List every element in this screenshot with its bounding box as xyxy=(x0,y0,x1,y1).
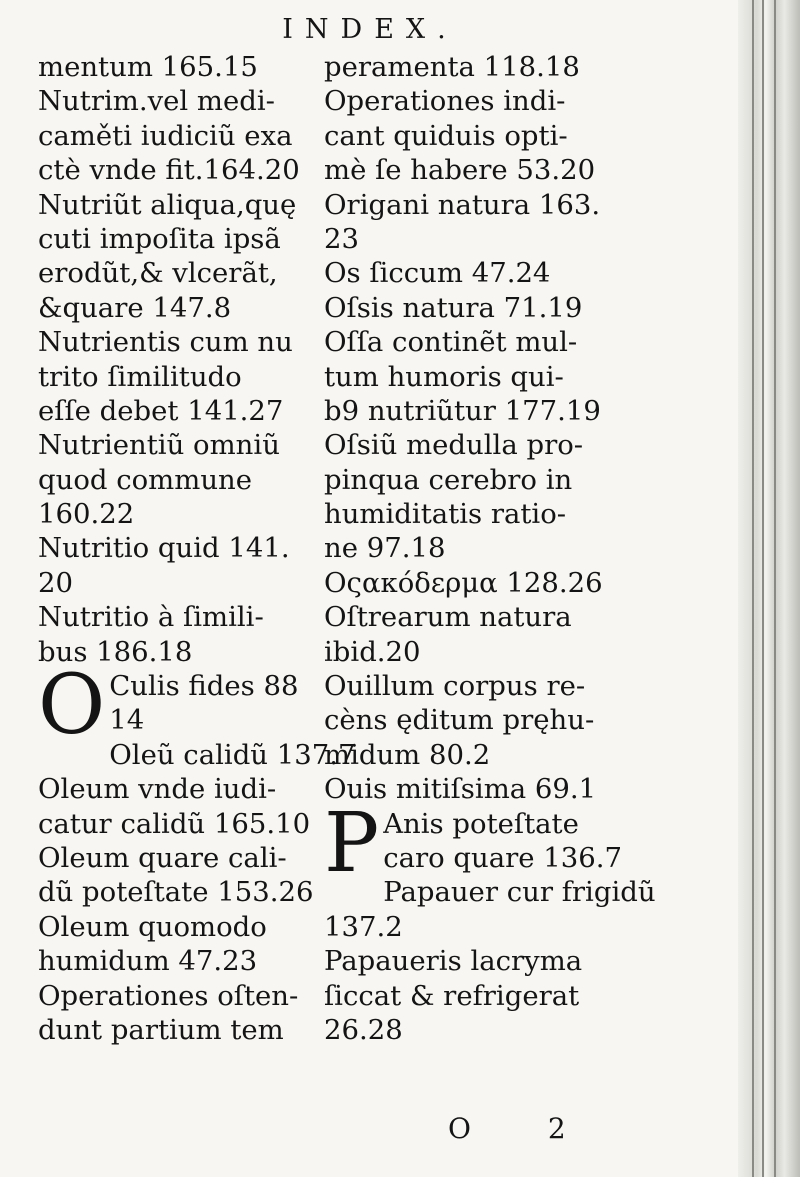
index-entry-line: dũ poteſtate 153.26 xyxy=(38,876,314,909)
index-entry-line: ctè vnde fit.164.20 xyxy=(38,154,300,187)
index-entry-line: mentum 165.15 xyxy=(38,51,258,83)
index-entry-line: Ouis mitiſsima 69.1 xyxy=(324,773,597,806)
index-entry-line: mè ſe habere 53.20 xyxy=(324,154,596,187)
index-entry-line: cèns ęditum pręhu- xyxy=(324,704,595,737)
index-entry-line: Operationes indi- xyxy=(324,85,566,118)
index-entry-line: dunt partium tem xyxy=(38,1013,284,1046)
signature-mark: O 2 xyxy=(448,1112,600,1145)
index-entry-line: cuti impoſita ipsã xyxy=(38,222,281,255)
index-entry-line: Papaueris lacryma xyxy=(324,945,583,978)
index-entry-line: caměti iudiciũ exa xyxy=(38,119,293,152)
index-entry-line: Nutrim.vel medi- xyxy=(38,85,275,118)
index-entry-line: 160.22 xyxy=(38,498,135,531)
index-entry-line: ibid.20 xyxy=(324,635,421,668)
index-entry-line: ne 97.18 xyxy=(324,532,446,565)
book-gutter xyxy=(738,0,800,1177)
index-entry-line: ſiccat & refrigerat xyxy=(324,979,580,1012)
index-entry-line: 14 xyxy=(109,704,145,737)
index-entry-line: Οςακόδερμα 128.26 xyxy=(324,566,603,599)
index-entry-line: Culis fides 88 xyxy=(109,670,299,703)
index-entry-line: Operationes oſten- xyxy=(38,979,299,1012)
index-entry-line: tum humoris qui- xyxy=(324,360,564,393)
index-entry-line: Oſsiũ medulla pro- xyxy=(324,429,584,462)
index-entry-line: &quare 147.8 xyxy=(38,291,232,324)
index-entry-line: Os ſiccum 47.24 xyxy=(324,257,551,290)
index-entry-line: Oleum quare cali- xyxy=(38,842,287,874)
index-entry-line: trito ſimilitudo xyxy=(38,360,242,393)
index-entry-line: Nutritio quid 141. xyxy=(38,532,290,565)
index-entry-line: caro quare 136.7 xyxy=(383,841,623,874)
index-entry-line: 20 xyxy=(38,566,73,599)
index-entry-line: erodũt,& vlcerãt, xyxy=(38,257,278,290)
index-entry-line: Ouillum corpus re- xyxy=(324,670,586,703)
index-entry-line: Anis poteſtate xyxy=(383,807,579,840)
index-entry-line: quod commune xyxy=(38,463,253,496)
index-entry-line: 137.2 xyxy=(324,910,403,943)
index-entry-line: 26.28 xyxy=(324,1013,403,1046)
page-header: INDEX. xyxy=(282,14,458,45)
index-entry-line: eſſe debet 141.27 xyxy=(38,394,284,427)
index-entry-line: Nutritio à ſimili- xyxy=(38,601,264,634)
index-entry-line: Oleũ calidũ 137.7 xyxy=(109,738,356,771)
index-entry-line: Nutriũt aliqua,quę xyxy=(38,188,297,221)
dropcap-letter: P xyxy=(324,795,380,891)
index-entry-line: Oſſa continẽt mul- xyxy=(324,326,578,359)
index-entry-line: pinqua cerebro in xyxy=(324,463,573,496)
dropcap-entry xyxy=(38,658,308,754)
index-entry-line: humidum 47.23 xyxy=(38,945,258,978)
index-entry-line: Nutrientiũ omniũ xyxy=(38,429,280,462)
dropcap-entry xyxy=(324,795,623,891)
dropcap-letter: O xyxy=(38,658,106,754)
index-entry-line: midum 80.2 xyxy=(324,738,491,771)
index-entry-line: 23 xyxy=(324,222,359,255)
index-entry-line: b9 nutriũtur 177.19 xyxy=(324,394,601,427)
index-entry-line: Oſsis natura 71.19 xyxy=(324,291,583,324)
right-index-column xyxy=(324,50,656,1047)
index-entry-line: humiditatis ratio- xyxy=(324,498,567,531)
index-entry-line: Nutrientis cum nu xyxy=(38,326,293,359)
index-entry-line: peramenta 118.18 xyxy=(324,51,580,83)
index-entry-line: catur calidũ 165.10 xyxy=(38,807,311,840)
index-entry-line: bus 186.18 xyxy=(38,635,193,668)
index-entry-line: Oſtrearum natura xyxy=(324,601,572,634)
index-entry-line: Origani natura 163. xyxy=(324,188,601,221)
index-entry-line: Papauer cur frigidũ xyxy=(383,876,656,909)
index-entry-line: Oleum vnde iudi- xyxy=(38,773,277,806)
index-entry-line: cant quiduis opti- xyxy=(324,119,568,152)
left-index-column xyxy=(38,50,356,1047)
index-entry-line: Oleum quomodo xyxy=(38,910,267,943)
